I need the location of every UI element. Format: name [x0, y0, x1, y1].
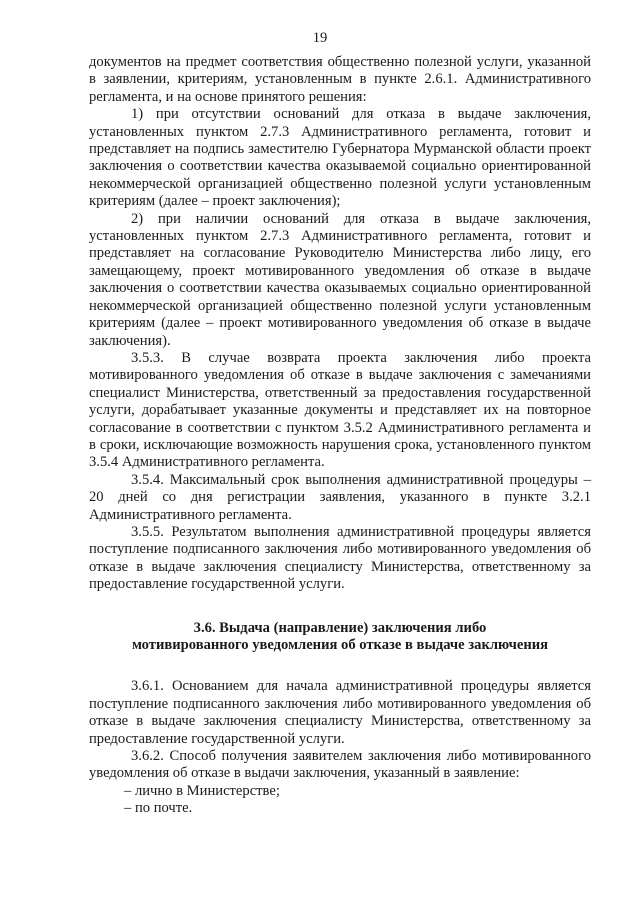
page-number: 19: [312, 30, 328, 46]
paragraph-item-1: 1) при отсутствии оснований для отказа в выдаче заключения, установленных пунктом 2.7.3 Административного регламента, готовит и представляет на подпись заместителю Губернатора Мурманской области проект заключения о соответствии качества оказываемой социально ориентированной некоммерческой организацией общественно полезной услуги установленным критериям (далее – проект заключения);: [89, 106, 591, 210]
list-item-in-person: – лично в Министерстве;: [124, 782, 280, 799]
paragraph-3-5-4: 3.5.4. Максимальный срок выполнения административной процедуры – 20 дней со дня регистрации заявления, указанного в пункте 3.2.1 Административного регламента.: [89, 471, 591, 523]
paragraph-3-5-3: 3.5.3. В случае возврата проекта заключения либо проекта мотивированного уведомления об отказе в выдаче заключения с замечаниями специалист Министерства, ответственный за предоставления государственной услуги, дорабатывает указанные документы и представляет их на повторное согласование в соответствии с пунктом 3.5.2 Административного регламента и в сроки, исключающие возможность нарушения срока, установленного пунктом 3.5.4 Административного регламента.: [89, 349, 591, 471]
paragraph-3-6-1: 3.6.1. Основанием для начала административной процедуры является поступление подписанного заключения либо мотивированного уведомления об отказе в выдаче заключения специалисту Министерства, ответственному за предоставление государственной услуги.: [89, 678, 591, 747]
paragraph-continuation: документов на предмет соответствия общественно полезной услуги, указанной в заявлении, критериям, установленным в пункте 2.6.1. Административного регламента, и на основе принятого решения:: [89, 54, 591, 105]
section-heading-line-1: 3.6. Выдача (направление) заключения либо: [193, 619, 487, 636]
section-heading-line-2: мотивированного уведомления об отказе в выдаче заключения: [131, 637, 549, 653]
section-heading-3-6: [89, 620, 591, 655]
paragraph-3-6-2: 3.6.2. Способ получения заявителем заключения либо мотивированного уведомления об отказе в выдачи заключения, указанный в заявление:: [89, 748, 591, 782]
paragraph-item-2: 2) при наличии оснований для отказа в выдаче заключения, установленных пунктом 2.7.3 Административного регламента, готовит и представляет на согласование Руководителю Министерства либо лицу, его замещающему, проект мотивированного уведомления об отказе в выдаче заключения о соответствии качества оказываемых социально ориентированной некоммерческой организацией общественно полезной услуги установленным критериям (далее – проект мотивированного уведомления об отказе в выдаче заключения).: [89, 210, 591, 349]
document-body: [89, 54, 591, 818]
list-item-by-mail: – по почте.: [124, 800, 193, 817]
paragraph-3-5-5: 3.5.5. Результатом выполнения административной процедуры является поступление подписанного заключения либо мотивированного уведомления об отказе в выдаче заключения специалисту Министерства, ответственному за предоставление государственной услуги.: [89, 523, 591, 593]
